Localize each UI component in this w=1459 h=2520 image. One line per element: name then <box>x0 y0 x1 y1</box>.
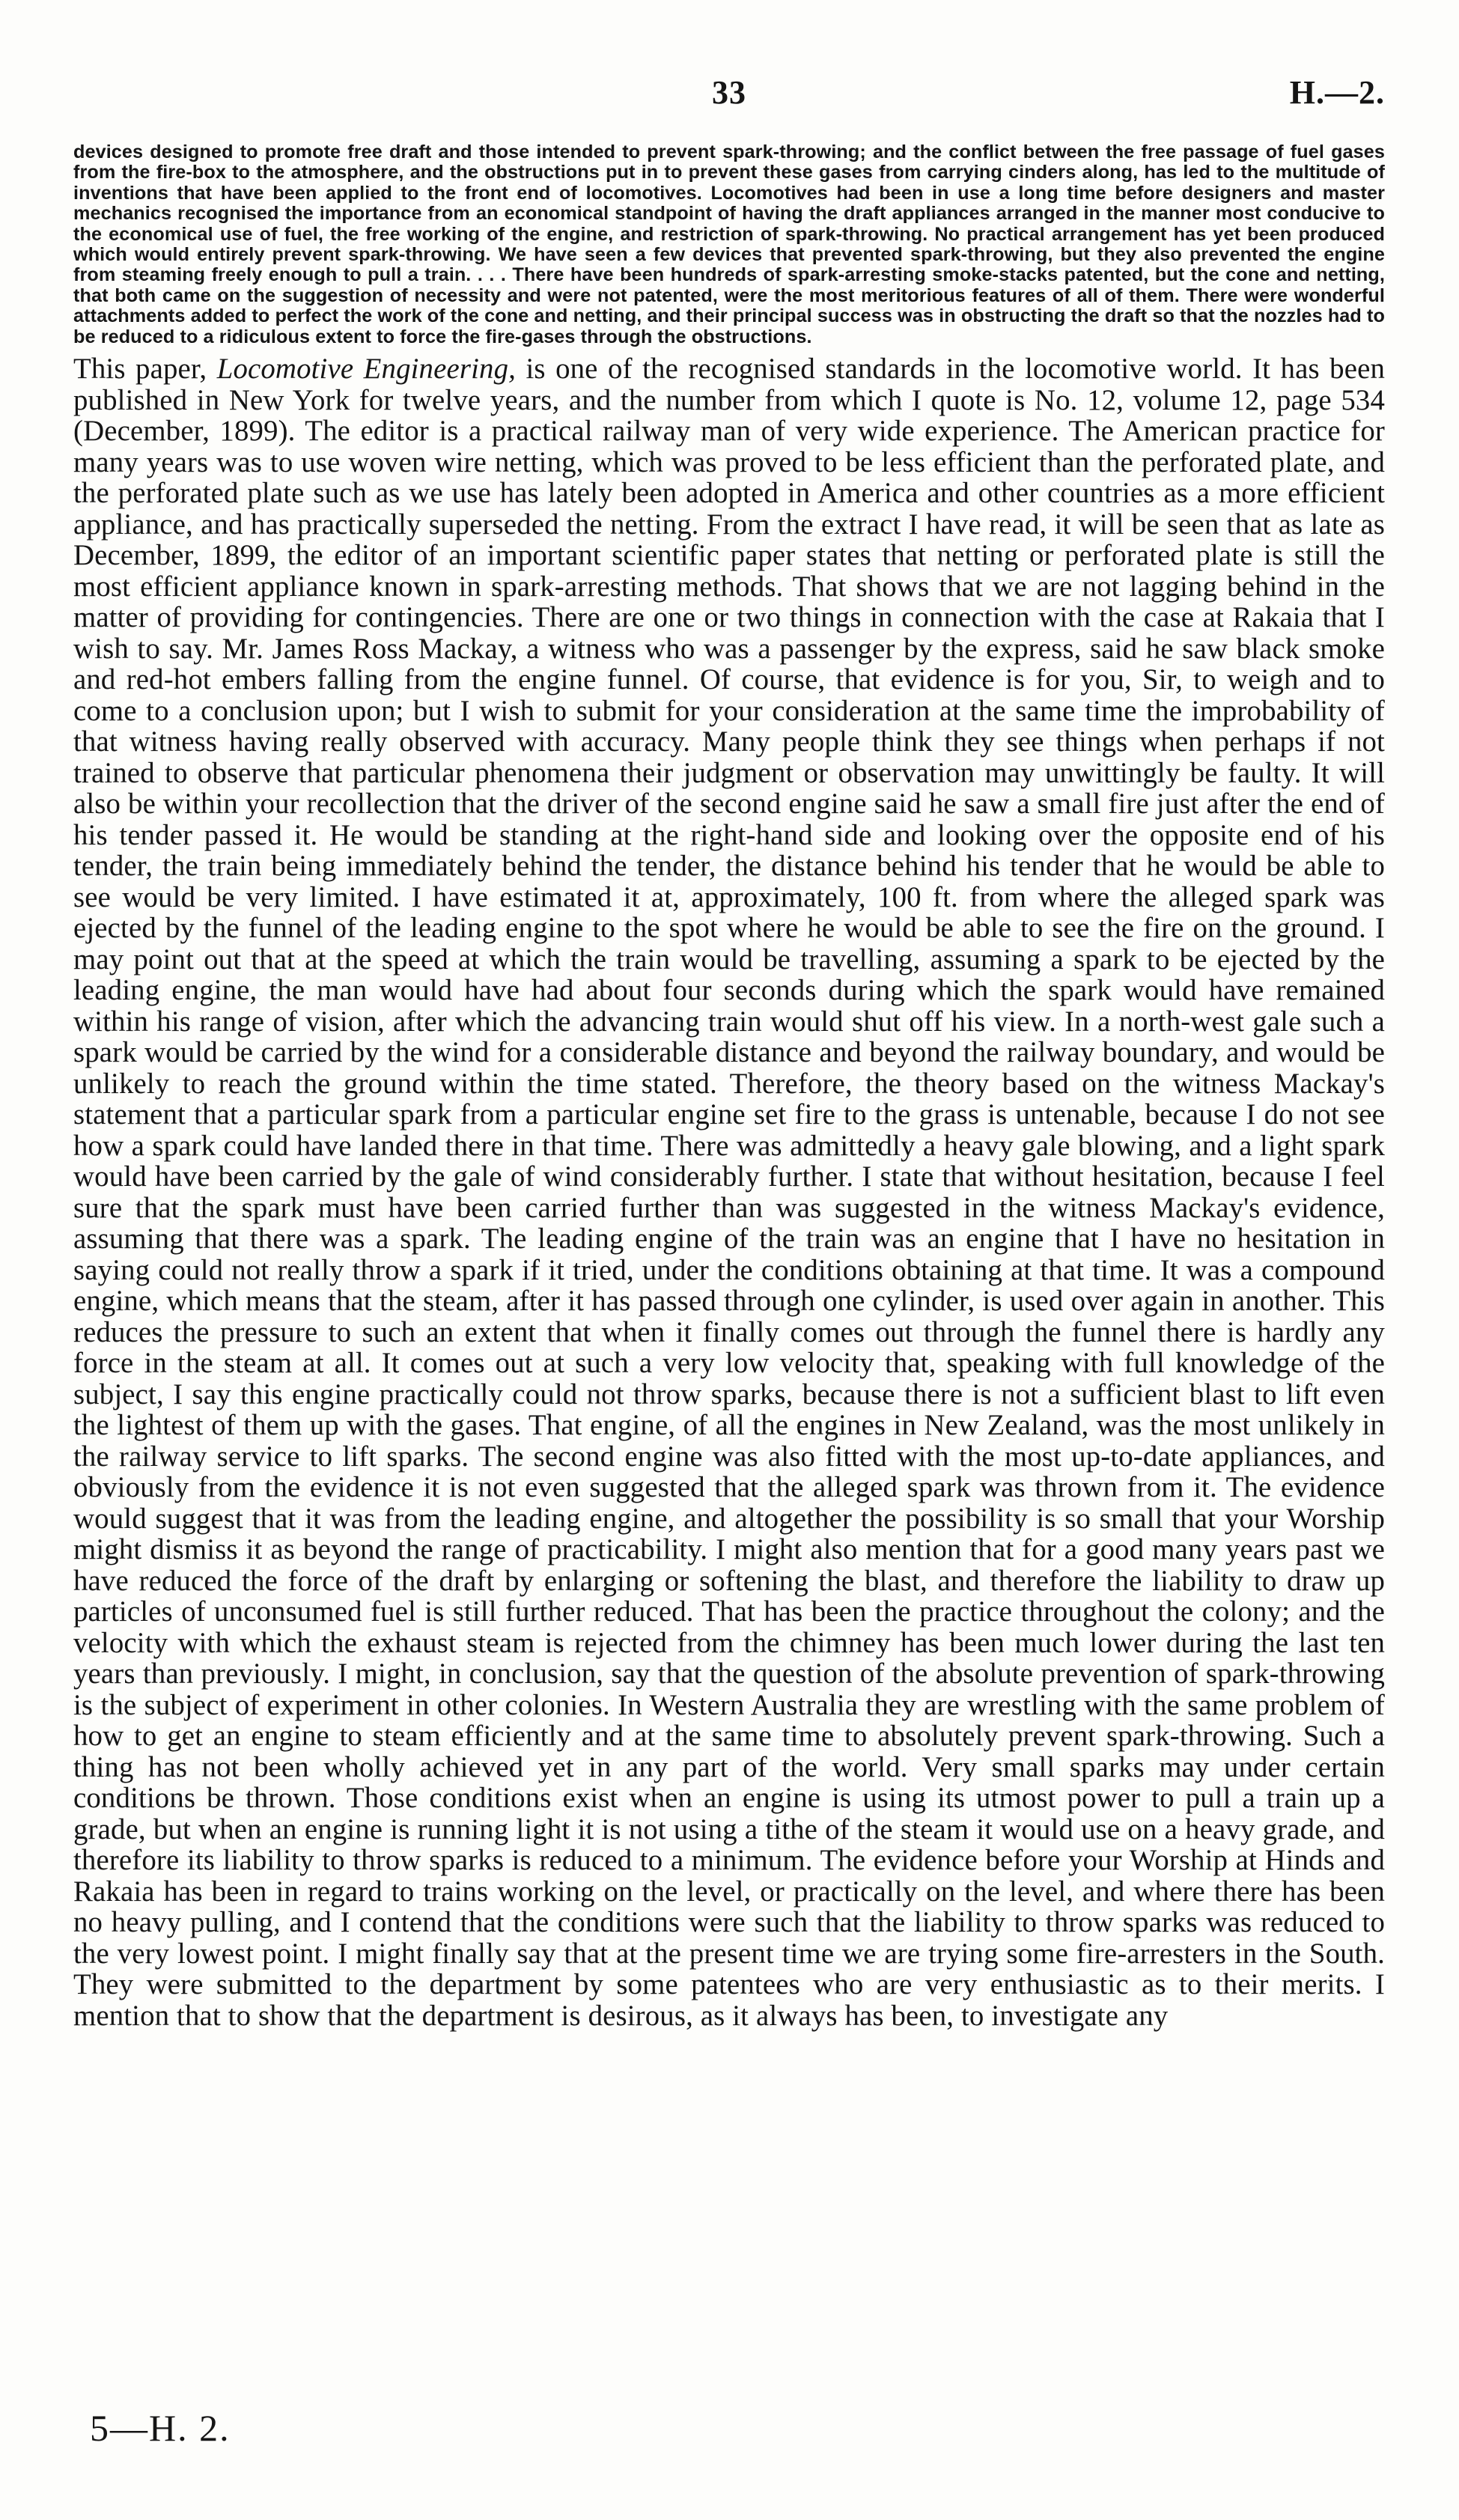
report-code: H.—2. <box>1289 74 1385 111</box>
page-number: 33 <box>712 74 746 111</box>
page-header <box>73 0 1385 142</box>
body-paragraph <box>73 353 1385 2031</box>
quoted-extract: devices designed to promote free draft and those intended to prevent spark-throwing; and the conflict between the free passage of fuel gases from the fire-box to the atmosphere, and the obstructions put in to prevent these gases from carrying cinders along, has led to the multitude of inventions that have been applied to the front end of locomotives. Locomotives had been in use a long time before designers and master mechanics recognised the importance from an economical standpoint of having the draft appliances arranged in the manner most conducive to the economical use of fuel, the free working of the engine, and restriction of spark-throwing. No practical arrangement has yet been produced which would entirely prevent spark-throwing. We have seen a few devices that prevented spark-throwing, but they also prevented the engine from steaming freely enough to pull a train. . . . There have been hundreds of spark-arresting smoke-stacks patented, but the cone and netting, that both came on the suggestion of necessity and were not patented, were the most meritorious features of all of them. There were wonderful attachments added to perfect the work of the cone and netting, and their principal success was in obstructing the draft so that the nozzles had to be reduced to a ridiculous extent to force the fire-gases through the obstructions. <box>73 141 1385 347</box>
page-signature: 5—H. 2. <box>90 2407 231 2449</box>
publication-title: Locomotive Engineering, <box>216 353 516 386</box>
body-text: is one of the recognised standards in the locomotive world. It has been published in New York for twelve years, and the number from which I quote is No. 12, volume 12, page 534 (December, 1899). The editor is a practical railway man of very wide experience. The American practice for many years was to use woven wire netting, which was proved to be less efficient than the perforated plate, and the perforated plate such as we use has lately been adopted in America and other countries as a more efficient appliance, and has practically superseded the netting. From the extract I have read, it will be seen that as late as December, 1899, the editor of an important scientific paper states that netting or perforated plate is still the most efficient appliance known in spark-arresting methods. That shows that we are not lagging behind in the matter of providing for contingencies. There are one or two things in connection with the case at Rakaia that I wish to say. Mr. James Ross Mackay, a witness who was a passenger by the express, said he saw black smoke and red-hot embers falling from the engine funnel. Of course, that evidence is for you, Sir, to weigh and to come to a conclusion upon; but I wish to submit for your consideration at the same time the improbability of that witness having really observed with accuracy. Many people think they see things when perhaps if not trained to observe that particular phenomena their judgment or observation may unwittingly be faulty. It will also be within your recollection that the driver of the second engine said he saw a small fire just after the end of his tender passed it. He would be standing at the right-hand side and looking over the opposite end of his tender, the train being immediately behind the tender, the distance behind his tender that he would be able to see would be very limited. I have estimated it at, approximately, 100 ft. from where the alleged spark was ejected by the funnel of the leading engine to the spot where he would be able to see the fire on the ground. I may point out that at the speed at which the train would be travelling, assuming a spark to be ejected by the leading engine, the man would have had about four seconds during which the spark would have remained within his range of vision, after which the advancing train would shut off his view. In a north-west gale such a spark would be carried by the wind for a considerable distance and beyond the railway boundary, and would be unlikely to reach the ground within the time stated. Therefore, the theory based on the witness Mackay's statement that a particular spark from a particular engine set fire to the grass is untenable, because I do not see how a spark could have landed there in that time. There was admittedly a heavy gale blowing, and a light spark would have been carried by the gale of wind considerably further. I state that without hesitation, because I feel sure that the spark must have been carried further than was suggested in the witness Mackay's evidence, assuming that there was a spark. The leading engine of the train was an engine that I have no hesitation in saying could not really throw a spark if it tried, under the conditions obtaining at that time. It was a compound engine, which means that the steam, after it has passed through one cylinder, is used over again in another. This reduces the pressure to such an extent that when it finally comes out through the funnel there is hardly any force in the steam at all. It comes out at such a very low velocity that, speaking with full knowledge of the subject, I say this engine practically could not throw sparks, because there is not a sufficient blast to lift even the lightest of them up with the gases. That engine, of all the engines in New Zealand, was the most unlikely in the railway service to lift sparks. The second engine was also fitted with the most up-to-date appliances, and obviously from the evidence it is not even suggested that the alleged spark was thrown from it. The evidence would suggest that it was from the leading engine, and altogether the possibility is so small that your Worship might dismiss it as beyond the range of practicability. I might also mention that for a good many years past we have reduced the force of the draft by enlarging or softening the blast, and therefore the liability to draw up particles of unconsumed fuel is still further reduced. That has been the practice throughout the colony; and the velocity with which the exhaust steam is rejected from the chimney has been much lower during the last ten years than previously. I might, in conclusion, say that the question of the absolute prevention of spark-throwing is the subject of experiment in other colonies. In Western Australia they are wrestling with the same problem of how to get an engine to steam efficiently and at the same time to absolutely prevent spark-throwing. Such a thing has not been wholly achieved yet in any part of the world. Very small sparks may under certain conditions be thrown. Those conditions exist when an engine is using its utmost power to pull a train up a grade, but when an engine is running light it is not using a tithe of the steam it would use on a heavy grade, and therefore its liability to throw sparks is reduced to a minimum. The evidence before your Worship at Hinds and Rakaia has been in regard to trains working on the level, or practically on the level, and where there has been no heavy pulling, and I contend that the conditions were such that the liability to throw sparks was reduced to the very lowest point. I might finally say that at the present time we are trying some fire-arresters in the South. They were submitted to the department by some patentees who are very enthusiastic as to their merits. I mention that to show that the department is desirous, as it always has been, to investigate any <box>73 353 1385 2032</box>
document-page <box>73 0 1385 2031</box>
body-lead: This paper, <box>73 353 207 386</box>
